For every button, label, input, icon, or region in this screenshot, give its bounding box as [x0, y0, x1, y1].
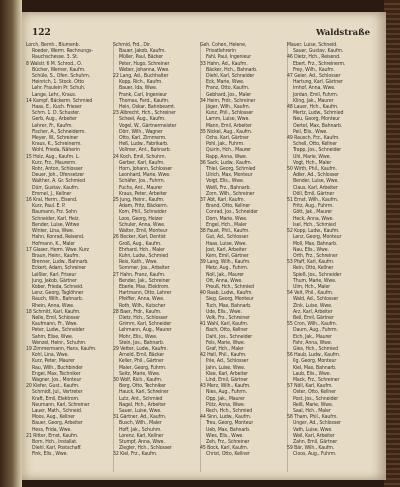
directory-entry: Wohl, Frieda, Näherin	[32, 147, 80, 154]
directory-entry: Arnold, Emil, Bäcker	[119, 352, 165, 359]
directory-entry: Heck, Anna, Wwe.	[293, 215, 334, 222]
directory-entry: 31 Gärtner, Ad., Kaufm.	[113, 414, 167, 421]
directory-entry: Lutz, Ant., Schmied	[119, 395, 163, 402]
directory-entry: Bender, Luise, Wwe.	[293, 178, 339, 185]
directory-entry: Adam, Fritz, Bäckerm.	[119, 203, 168, 210]
directory-entry: Vogel, W., Gärtnermeister	[119, 122, 177, 129]
directory-entry: Walter, Emil, Monteur	[119, 228, 168, 235]
directory-entry: Wies, Elis., Wwe.	[206, 432, 244, 439]
directory-entry: Gerb, Aug., Arbeiter	[32, 116, 77, 123]
directory-entry: Bender, Luise, Witwe	[32, 221, 80, 228]
directory-entry: Sommer, Jos., Arbeiter	[119, 265, 170, 272]
directory-entry: Dorn, Marie, Wwe.	[206, 215, 248, 222]
directory-entry: Müller, Paul, Bäcker	[119, 54, 163, 61]
directory-entry: 23 Albrecht, Hch., Schreiner	[113, 110, 176, 117]
directory-entry: Ott, Anna, Wwe.	[206, 277, 243, 284]
directory-entry: 8 Walstr. 6 M. Schrod., O.	[26, 60, 82, 67]
directory-entry: Zahn, Emil, Gärtner	[293, 439, 338, 445]
directory-entry: Kraus, Peter, Arbeiter	[119, 190, 167, 197]
directory-entry: Engel, Hch., Maler	[206, 221, 247, 228]
directory-entry: Sauer, Luise, Wwe.	[119, 407, 162, 414]
directory-entry: Christ, Otto, Kellner	[206, 451, 250, 458]
directory-entry: Schmid, Frd., Dir.	[113, 42, 151, 48]
directory-entry: 57 Nöll, Karl, Kaufm.	[287, 383, 333, 390]
directory-entry: 47 Geier, Ad., Schlosser	[287, 73, 341, 80]
directory-entry: 52 Kopp, Ludw., Kaufm.	[287, 228, 340, 235]
directory-entry: Lenz, Georg, Taglöhner	[32, 290, 84, 297]
directory-entry: Braun, Heinr., Kaufm.	[32, 252, 80, 259]
directory-entry: Frank, Carl, Ingenieur	[119, 91, 167, 98]
directory-entry: Frey, Wilh., Kaufm.	[293, 66, 335, 73]
directory-entry: Bauer, Ida, Wwe.	[119, 85, 158, 92]
directory-entry: Nagel, Hch., Arbeiter	[119, 401, 166, 408]
directory-entry: Lehrer, Fr., Kaufm.	[32, 122, 73, 129]
directory-entry: 34 Heim, Frdr., Schreiner	[200, 97, 256, 104]
directory-entry: Rech, Hch., Schmied	[206, 407, 253, 414]
directory-entry: Imhof, Anna, Wwe.	[293, 85, 336, 92]
directory-entry: Fischer, A., Schneiderm.	[32, 128, 86, 135]
directory-entry: Grimm, Karl, Schneider	[119, 321, 172, 328]
directory-entry: 39 Lang, Wilh., Kaufm.	[200, 259, 251, 266]
directory-entry: 33 Hahn, Ad., Kaufm.	[200, 60, 248, 67]
directory-entry: Dietz, Hch., Schlosser	[119, 314, 168, 321]
directory-entry: Haas, E., Kuch. Frieser	[32, 104, 82, 111]
directory-entry: Laub, Elis., Wwe.	[293, 370, 331, 377]
directory-entry: Weil, Karl, Arbeiter	[293, 432, 335, 439]
directory-entry: Rau, Wilh., Buchbinder	[32, 364, 83, 371]
directory-entry: Hess, Frida, Wwe.	[32, 426, 72, 433]
directory-entry: 26 Becker, Karl, Dentist	[113, 234, 166, 241]
directory-entry: 38 Faust, Phil., Kaufm.	[200, 228, 250, 235]
directory-entry: Mack, Frz., Schreiner	[293, 376, 340, 383]
directory-entry: Arz, Karl, Arbeiter	[293, 308, 333, 315]
directory-entry: Thiel, Georg, Schmied	[206, 166, 256, 173]
directory-entry: Rein, Otto, Kellner	[293, 265, 334, 272]
directory-entry: Klee, Karl, Arbeiter	[206, 370, 248, 377]
directory-entry: Heß, Ludw., Fabrikarb.	[119, 141, 169, 148]
directory-entry: Ude, Elis., Wwe.	[206, 308, 242, 315]
directory-entry: Rauchschesse. 3. St.	[32, 54, 79, 61]
directory-entry: Bauer, Georg, Arbeiter	[32, 420, 83, 427]
directory-entry: Wenzel, Heinr., Schuhm.	[32, 339, 87, 346]
directory-entry: Lorenz, Karl, Kellner	[119, 432, 164, 439]
directory-entry: Franz, Otto, Kaufm.	[206, 85, 250, 92]
directory-entry: 27 Hahn, Franz, Kaufm.	[113, 271, 166, 278]
directory-entry: Ebert, Frz., Schreinerm.	[293, 60, 346, 67]
directory-entry: Kiel, Max, Bahnarb.	[293, 364, 337, 371]
directory-entry: Thomas, Ferd., Kaufm.	[119, 97, 170, 104]
directory-entry: Kohl, Lina, Wwe.	[32, 352, 69, 359]
directory-entry: Hauck, Karl, Schreiner	[119, 389, 169, 396]
directory-entry: Weber, Johanna, Wwe.	[119, 66, 170, 73]
directory-entry: Graf, Hch., Maler	[206, 345, 244, 352]
directory-entry: 14 Kampf, Bäckerm. Schmied	[26, 97, 93, 104]
directory-entry: Haas, Luise, Wwe.	[206, 240, 247, 247]
directory-entry: 41 Wahl, Karl, Kaufm.	[200, 321, 249, 328]
directory-entry: Kraft, Emil, Elektrom.	[32, 395, 80, 402]
directory-entry: Claus, Karl, Arbeiter	[293, 184, 338, 191]
directory-entry: Peil, Elis., Wwe.	[293, 128, 328, 135]
directory-entry: Emmel, J., Kellner	[32, 190, 72, 197]
directory-entry: 25 Jung, Heinr., Kaufm.	[113, 197, 165, 204]
directory-entry: 48 Lauer, Hch., Kaufm.	[287, 104, 339, 111]
directory-entry: Seitz, Marie, Wwe.	[119, 370, 161, 377]
directory-entry: Gerber, Karl, Kaufm.	[119, 159, 165, 166]
directory-entry: Privatlehrerin	[206, 48, 236, 55]
directory-entry: Hahn, Konrad, Reisend.	[32, 234, 85, 241]
directory-entry: Trapp, Jos., Schneider	[293, 147, 342, 154]
directory-entry: Schüle, S., Ofen. Schuhm.	[32, 73, 91, 80]
directory-entry: Ihle, Ad., Schlosser	[206, 358, 249, 365]
directory-entry: Engel, Max, Techniker	[32, 370, 81, 377]
directory-entry: 53 Pfaff, Karl, Kaufm.	[287, 259, 335, 266]
directory-entry: Eckert, Adam, Schreiner	[32, 265, 86, 272]
directory-entry: Gut, Ad., Schlosser	[206, 234, 249, 241]
directory-entry: Orth, Frz., Schreiner	[293, 252, 338, 259]
directory-entry: Kurz, Frz., Maurerm.	[32, 159, 77, 166]
directory-entry: 29 Vetter, Ludw., Kaufm.	[113, 345, 168, 352]
directory-entry: Hartmann, Otto, Lehrer	[119, 290, 172, 297]
directory-entry: Rohr, Anton, Schlosser	[32, 166, 83, 173]
directory-entry: Mohr, Elis., Wwe.	[119, 333, 158, 340]
directory-entry: Winter, Lina, Wwe.	[32, 228, 75, 235]
directory-entry: Weiß, Frz., Bahnarb.	[206, 184, 251, 191]
directory-entry: Ulrich, Max, Monteur	[206, 172, 253, 179]
directory-entry: Berg, Otto, Techniker	[119, 383, 166, 390]
directory-entry: Scheel, Aug., Kaufm.	[119, 116, 166, 123]
directory-entry: 51 Ernst, Wilh., Kaufm.	[287, 197, 339, 204]
directory-entry: Kraus, K., Schreinerm.	[32, 141, 82, 148]
directory-entry: Dürr, Gustav, Kaufm.	[32, 184, 80, 191]
directory-entry: Wald, Ad., Schlosser	[293, 296, 339, 303]
directory-entry: Neumann, Karl, Schreiner	[32, 401, 90, 408]
directory-entry: Vollmer, Ant., Bahnarb.	[119, 147, 171, 154]
directory-entry: Noll, Jak., Maurer	[206, 271, 244, 278]
directory-entry: Maier, Georg, Fuhrm.	[119, 364, 167, 371]
directory-entry: Ochs, Karl, Gärtner	[206, 135, 249, 142]
directory-entry: Oertel, Max, Bahnarb.	[293, 122, 343, 129]
directory-entry: Rapp, Anna, Wwe.	[206, 153, 247, 160]
directory-entry: Lehr. Fraulein Pr. Schuh.	[32, 85, 86, 92]
directory-entry: Pohl, Jak., Fuhrm.	[206, 141, 245, 148]
directory-entry: Bücher, Werner, Kaufm.	[32, 66, 86, 73]
directory-entry: Daum, Aug., Fuhrm.	[293, 327, 338, 334]
directory-entry: 55 Cron, Wilh., Kaufm.	[287, 321, 338, 328]
directory-entry: Sieg, Georg, Monteur	[206, 296, 254, 303]
directory-entry: Otto, Karl, Zimmerm.	[119, 135, 167, 142]
directory-entry: Vogt, Hch., Maler	[293, 159, 332, 166]
directory-entry: Adler, Ad., Schlosser	[293, 172, 339, 179]
directory-entry: Lauer, Math., Schneid.	[32, 407, 83, 414]
directory-entry: Fels, Marie, Wwe.	[206, 339, 245, 346]
directory-column-2	[113, 42, 196, 472]
directory-entry: Gött, Jak., Maurer	[293, 209, 333, 216]
directory-entry: 44 Sinn, Ludw., Kaufm.	[200, 414, 252, 421]
directory-entry: Peter, Ludw., Schneider	[32, 327, 85, 334]
directory-entry: Beil, Emil, Gärtner	[293, 314, 334, 321]
directory-entry: Ilg, Georg, Monteur	[293, 358, 337, 365]
directory-entry: Spieß, Jos., Schneider	[293, 271, 342, 278]
directory-entry: Eck, Marie, Wwe.	[206, 79, 245, 86]
directory-entry: Cloos, Aug., Fuhrm.	[293, 451, 337, 458]
directory-entry: Schuler, Anna, Wwe.	[119, 221, 166, 228]
directory-entry: 58 Tham, Phil., Kaufm.	[287, 414, 338, 421]
directory-entry: Dörr, Wilh., Wagner	[119, 128, 163, 135]
directory-entry: Reiß, Marie, Wwe.	[293, 401, 334, 408]
directory-entry: Groß, Aug., Kaufm.	[119, 240, 162, 247]
directory-entry: Jäger, Wilh., Kaufm.	[206, 104, 250, 111]
directory-entry: Busch, Wilh., Maler	[119, 420, 162, 427]
directory-entry: Born, Hch., Installat.	[32, 439, 78, 445]
directory-entry: Rauch, Wilh., Bahnarb.	[32, 296, 83, 303]
directory-entry: Keller, Phil., Gärtner	[119, 358, 164, 365]
directory-entry: Bäcker, Hch., Bahnarb.	[206, 66, 258, 73]
directory-entry: 50 Wirth, Phil., Kaufm.	[287, 166, 337, 173]
directory-entry: Kober, Frieda, Schneid.	[32, 283, 84, 290]
directory-entry: Mauer, Luise, Schneid.	[287, 42, 338, 48]
directory-entry: Kuhn, Ludw., Schmied	[119, 252, 169, 259]
directory-entry: Heinrich, 1. Stock. Otto	[32, 79, 84, 86]
directory-entry: Treu, Georg, Monteur	[206, 420, 254, 427]
directory-entry: Reis, Kath., Wwe.	[119, 259, 158, 266]
directory-entry: Bauer, Jakob, Kaufm.	[119, 48, 166, 55]
directory-entry: Zeh, Frz., Schreiner	[206, 439, 250, 445]
directory-entry: Kern, Emil, Gärtner	[206, 252, 249, 259]
directory-entry: Mertz, Ludw., Schmied	[293, 110, 344, 117]
directory-entry: 35 Nickel, Aug., Kaufm.	[200, 128, 253, 135]
directory-entry: Leißler, Karl, Friseur	[32, 271, 77, 278]
directory-entry: Moos, Aug., Kellner	[32, 414, 75, 421]
directory-entry: Uhl, Marie, Wwe.	[293, 153, 331, 160]
directory-entry: Lehmann, Aug., Maurer	[119, 327, 172, 334]
directory-entry: 43 Merz, Wilh., Kaufm.	[200, 383, 251, 390]
directory-entry: Thum, Marie, Wwe.	[293, 277, 337, 284]
directory-entry: Opp, Jak., Maurer	[206, 395, 245, 402]
directory-column-3	[200, 42, 283, 472]
directory-entry: Nelle, Emil, Schlosser	[32, 314, 80, 321]
directory-entry: Baumann, Frz. Sohn	[32, 209, 77, 216]
directory-entry: Sahm, Elise, Wwe.	[32, 333, 74, 340]
book-fore-edge	[384, 0, 400, 487]
directory-entry: Horn, Johann, Schlosser	[119, 166, 173, 173]
directory-entry: 42 Hell, Phil., Kaufm.	[200, 352, 247, 359]
directory-entry: Jahn, Luise, Wwe.	[206, 364, 246, 371]
directory-entry: Fink, Elis., Wwe.	[32, 451, 68, 458]
directory-entry: Jost, Karl, Arbeiter	[206, 246, 247, 253]
directory-entry: Rhein, Anna, Wwe.	[32, 302, 75, 309]
directory-entry: Eich, Jak., Maurer	[293, 333, 332, 340]
directory-entry: 36 Sack, Ludw., Kaufm.	[200, 159, 252, 166]
directory-entry: Ziegler, Hch., Schlosser	[119, 445, 172, 452]
directory-entry: Schäfer, Jos., Fuhrm.	[119, 178, 165, 185]
directory-columns	[26, 42, 370, 472]
directory-entry: Dahl, Jos., Schneider	[206, 333, 253, 340]
running-head: Waldstraße	[315, 28, 370, 38]
directory-entry: Roeder, Werm. Rechnungs-	[32, 48, 93, 55]
directory-entry: Pütz, Anna, Wwe.	[206, 401, 246, 408]
directory-entry: Döll, Emil, Gärtner	[293, 190, 335, 197]
directory-entry: Geh. Cohen, Helene,	[200, 42, 247, 48]
directory-entry: 22 Lang, Ad., Buchhalter	[113, 73, 169, 80]
directory-entry: 30 Wolf, Rich., Kaufm.	[113, 376, 163, 383]
directory-entry: Kunz, Phil., Schlosser	[206, 110, 254, 117]
directory-entry: Unger, Ad., Schlosser	[293, 420, 341, 427]
directory-entry: Gebhard, Jos., Maler	[206, 91, 252, 98]
directory-entry: Meyer, W., Schreiner	[32, 135, 79, 142]
directory-entry: Oster, Otto, Kellner	[293, 389, 336, 396]
directory-entry: Kopp, Rich., Kaufm.	[119, 79, 163, 86]
directory-entry: 24 Koch, Emil, Schuhm.	[113, 153, 166, 160]
directory-entry: Voigt, Elis., Wwe.	[206, 178, 245, 185]
directory-entry: Fahl, Paul, Ingenieur	[206, 54, 252, 61]
directory-entry: Kurz, Paul. E. P.	[32, 203, 66, 210]
directory-entry: Mann, Emil, Arbeiter	[206, 122, 252, 129]
directory-column-1	[26, 42, 109, 472]
directory-entry: 15 Holz, Aug., Kaufm. L.	[26, 153, 80, 160]
directory-entry: Pfeiffer, Anna, Wwe.	[119, 296, 165, 303]
directory-entry: Walther, A. Gr. Schmied	[32, 178, 85, 185]
directory-entry: 46 Dietz, Hch., Reisend.	[287, 54, 341, 61]
directory-entry: Lamm, Luise, Wwe.	[206, 116, 250, 123]
directory-entry: 49 Rausch, Frz., Kaufm.	[287, 135, 340, 142]
directory-entry: 45 Bock, Karl, Kaufm.	[200, 445, 249, 452]
directory-entry: Bender, Jak., Schreiner	[119, 277, 171, 284]
directory-entry: Hoff, Jak., Schuhm.	[119, 426, 162, 433]
directory-entry: Tuch, Max, Bahnarb.	[206, 302, 252, 309]
directory-column-4	[287, 42, 370, 472]
directory-entry: Ulm, Hch., Maler	[293, 283, 331, 290]
directory-entry: 17 Glaser, Herm. Wwe. Kurz	[26, 246, 89, 253]
directory-entry: Roth, Wilh., Kutscher	[119, 302, 166, 309]
directory-entry: Jung, Jakob, Gärtner	[32, 277, 77, 284]
directory-entry: Isel, Hch., Schmied	[293, 221, 336, 228]
directory-entry: Hofmann, K., Maler	[32, 240, 75, 247]
directory-entry: 37 Abt, Karl, Kaufm.	[200, 197, 245, 204]
directory-entry: Stumpf, Anna, Wwe.	[119, 439, 165, 445]
directory-entry: 54 Veit, Phil., Kaufm.	[287, 290, 334, 297]
directory-entry: Leonhard, Marie, Wwe.	[119, 172, 171, 179]
directory-entry: Loos, Georg, Heizer	[119, 215, 163, 222]
directory-entry: Metz, Aug., Fuhrm.	[206, 265, 249, 272]
directory-entry: Brenner, Ludw., Bahnarb.	[32, 259, 89, 266]
directory-entry: Wagner, Jos., Monteur	[32, 376, 82, 383]
directory-entry: Nau, Elis., Wwe.	[293, 246, 329, 253]
page-number: 122	[32, 28, 51, 38]
directory-entry: Stein, Jos., Bahnarb.	[119, 339, 165, 346]
directory-entry: Eberle, Max, Elektrom.	[119, 283, 170, 290]
directory-entry: 32 Kiel, Frz., Kaufm.	[113, 451, 158, 458]
directory-entry: Kurz, Peter, Maurer	[32, 358, 75, 365]
directory-entry: Deuer, Joh., Ofensetzer	[32, 172, 85, 179]
directory-entry: Lind, Emil, Gärtner	[206, 376, 248, 383]
directory-entry: 16 Kral, Herm., Eisend.	[26, 197, 78, 204]
facing-page-edge	[0, 0, 22, 487]
directory-entry: Schell, Otto, Kellner	[293, 141, 337, 148]
directory-entry: Moll, Max, Bahnarb.	[293, 240, 338, 247]
directory-entry: Nies, Aug., Fuhrm.	[206, 389, 247, 396]
directory-entry: Gies, Hch., Schmied	[293, 345, 338, 352]
directory-entry: Vath, Luise, Wwe.	[293, 426, 333, 433]
directory-entry: Peter, Hugo, Schreiner	[119, 60, 170, 67]
directory-entry: Zorn, Wilh., Schreiner	[206, 190, 255, 197]
directory-entry: Korn, Phil., Schneider	[119, 209, 167, 216]
directory-entry: Lange, Lehr., Kraus.	[32, 91, 77, 98]
directory-entry: Sauer, Gustav, Kaufm.	[293, 48, 344, 55]
directory-entry: Jordan, Emil, Fuhrm.	[293, 91, 339, 98]
directory-entry: Schneider, Karl, Heiz.	[32, 215, 80, 222]
directory-entry: 40 Raab, Ludw., Kaufm.	[200, 290, 253, 297]
directory-entry: Quirin, Hch., Maurer	[206, 147, 251, 154]
directory-entry: Hartung, Karl, Gärtner	[293, 79, 343, 86]
directory-entry: 56 Haub, Ludw., Kaufm.	[287, 352, 341, 359]
directory-entry: 21 Ritter, Ernst, Kaufm.	[26, 432, 79, 439]
directory-entry: Lenz, Georg, Monteur	[293, 234, 342, 241]
directory-entry: Post, Jos., Schneider	[293, 395, 339, 402]
directory-entry: Fahr, Anna, Wwe.	[293, 339, 333, 346]
directory-entry: Fuchs, Ant., Maurer	[119, 184, 163, 191]
directory-entry: 59 Bär, Wilh., Kaufm.	[287, 445, 335, 452]
directory-entry: Preuß, Hch., Schmied	[206, 283, 254, 290]
directory-entry: Ehrhard, Hch., Maler	[119, 246, 165, 253]
directory-entry: Kling, Jak., Maurer	[293, 97, 334, 104]
directory-entry: Volk, Frz., Schreiner	[206, 314, 250, 321]
directory-entry: Kaufmann, Fr., Wwe.	[32, 321, 78, 328]
directory-entry: Hein, Oskar, Bahnbeamt.	[119, 104, 176, 111]
directory-entry: Conrad, Jos., Schneider	[206, 209, 258, 216]
directory-entry: 20 Kiefer, Gust., Kaufm.	[26, 383, 80, 390]
directory-entry: Ueb, Max, Bahnarb.	[206, 426, 251, 433]
directory-entry: Fritz, Aug., Fuhrm.	[293, 203, 334, 210]
directory-entry: 18 Schmitt, Karl, Kaufm.	[26, 308, 81, 315]
directory-entry: Neu, Georg, Monteur	[293, 116, 340, 123]
directory-entry: Diehl, Karl, Schneider	[206, 73, 255, 80]
directory-entry: Zink, Luise, Wwe.	[293, 302, 333, 309]
directory-entry: Lorch, Bernh., Blumenb.	[26, 42, 80, 48]
directory-entry: Schm. 1. D. Schuster.	[32, 110, 80, 117]
directory-entry: 28 Baer, Frdr., Kaufm.	[113, 308, 162, 315]
directory-entry: Diehl, Karl, Postschaff.	[32, 445, 82, 452]
directory-entry: Schmidt, Jul., Vertreter	[32, 389, 83, 396]
directory-entry: Bach, Otto, Kellner	[206, 327, 248, 334]
directory-entry: 19 Zimmermann, Hans, Kaufm.	[26, 345, 97, 352]
directory-entry: Brand, Otto, Kellner	[206, 203, 251, 210]
directory-entry: Saal, Hch., Maler	[293, 407, 331, 414]
